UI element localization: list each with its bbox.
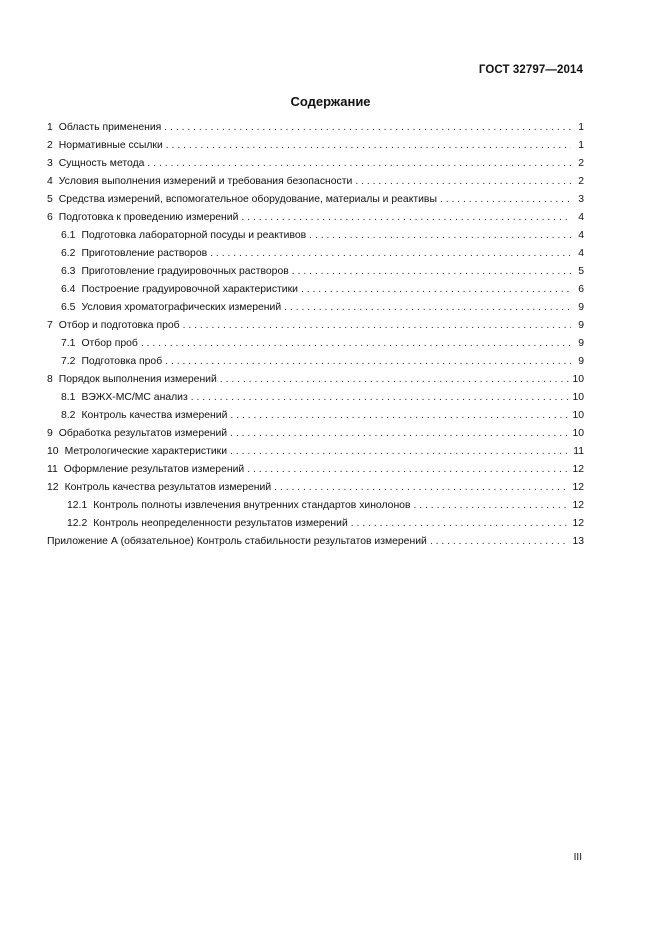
toc-entry-number: 10 xyxy=(47,446,59,457)
toc-entry-text: Контроль неопределенности результатов измерений xyxy=(93,518,348,529)
toc-entry-text: Порядок выполнения измерений xyxy=(58,374,217,385)
toc-entry-number: 9 xyxy=(47,428,53,439)
toc-leader-dots xyxy=(413,497,569,515)
toc-leader-dots xyxy=(284,299,571,317)
toc-entry-text: Контроль качества измерений xyxy=(81,410,228,421)
toc-entry-number: 6.2 xyxy=(61,248,76,259)
toc-entry-number: 8.1 xyxy=(61,392,76,403)
toc-leader-dots xyxy=(247,461,569,479)
toc-entry-page: 11 xyxy=(573,446,584,457)
toc-entry-page: 4 xyxy=(578,248,584,259)
toc-leader-dots xyxy=(351,515,570,533)
toc-entry-number: 12.2 xyxy=(67,518,88,529)
toc-entry-number: 6.5 xyxy=(61,302,76,313)
toc-entry-number: 8 xyxy=(47,374,53,385)
toc-entry-page: 1 xyxy=(578,122,584,133)
toc-entry-number: 5 xyxy=(47,194,53,205)
toc-entry-page: 6 xyxy=(578,284,584,295)
toc-entry[interactable] xyxy=(47,497,584,515)
toc-entry-text: Контроль полноты извлечения внутренних стандартов хинолонов xyxy=(93,500,411,511)
toc-entry-page: 12 xyxy=(572,518,584,529)
toc-entry-number: 4 xyxy=(47,176,53,187)
toc-entry[interactable] xyxy=(47,389,584,407)
toc-entry-page: 9 xyxy=(578,338,584,349)
toc-entry-page: 2 xyxy=(578,158,584,169)
toc-leader-dots xyxy=(166,137,571,155)
toc-entry[interactable] xyxy=(47,119,584,137)
toc-entry-page: 10 xyxy=(572,392,584,403)
toc-leader-dots xyxy=(210,245,571,263)
toc-entry-number: 12.1 xyxy=(67,500,88,511)
toc-entry-text: ВЭЖХ-МС/МС анализ xyxy=(81,392,188,403)
toc-entry-page: 4 xyxy=(578,230,584,241)
toc-entry[interactable] xyxy=(47,245,584,263)
document-code: ГОСТ 32797—2014 xyxy=(478,64,583,76)
toc-entry-text: Нормативные ссылки xyxy=(58,140,163,151)
toc-entry-text: Контроль качества результатов измерений xyxy=(64,482,272,493)
toc-entry[interactable] xyxy=(47,443,584,461)
toc-entry-text: Сущность метода xyxy=(58,158,145,169)
toc-entry-page: 10 xyxy=(572,428,584,439)
toc-leader-dots xyxy=(430,533,570,551)
toc-entry[interactable] xyxy=(47,155,584,173)
toc-entry-text: Отбор проб xyxy=(81,338,138,349)
toc-entry-text: Подготовка проб xyxy=(81,356,163,367)
toc-entry-number: 7.2 xyxy=(61,356,76,367)
toc-leader-dots xyxy=(230,443,570,461)
toc-entry-number: 2 xyxy=(47,140,53,151)
toc-leader-dots xyxy=(301,281,571,299)
toc-entry-page: 10 xyxy=(572,410,584,421)
toc-entry-page: 9 xyxy=(578,320,584,331)
toc-entry[interactable] xyxy=(47,137,584,155)
toc-entry[interactable] xyxy=(47,515,584,533)
toc-entry-page: 3 xyxy=(578,194,584,205)
toc-entry-page: 9 xyxy=(578,356,584,367)
toc-entry-number: 3 xyxy=(47,158,53,169)
toc-entry-page: 12 xyxy=(572,482,584,493)
toc-entry[interactable] xyxy=(47,191,584,209)
toc-leader-dots xyxy=(309,227,571,245)
toc-leader-dots xyxy=(440,191,571,209)
toc-entry-page: 1 xyxy=(578,140,584,151)
toc-entry[interactable] xyxy=(47,479,584,497)
toc-entry[interactable] xyxy=(47,173,584,191)
toc-leader-dots xyxy=(241,209,571,227)
toc-leader-dots xyxy=(355,173,571,191)
toc-leader-dots xyxy=(183,317,571,335)
toc-entry[interactable] xyxy=(47,371,584,389)
toc-leader-dots xyxy=(230,425,569,443)
toc-entry-page: 13 xyxy=(572,536,584,547)
toc-entry[interactable] xyxy=(47,317,584,335)
toc-entry[interactable] xyxy=(47,461,584,479)
toc-entry-appendix[interactable] xyxy=(47,533,584,551)
toc-entry[interactable] xyxy=(47,335,584,353)
toc-entry[interactable] xyxy=(47,281,584,299)
toc-entry-number: 7.1 xyxy=(61,338,76,349)
toc-entry[interactable] xyxy=(47,407,584,425)
toc-entry-text: Условия хроматографических измерений xyxy=(81,302,282,313)
toc-entry-page: 2 xyxy=(578,176,584,187)
toc-entry-text: Метрологические характеристики xyxy=(64,446,228,457)
toc-leader-dots xyxy=(220,371,570,389)
toc-entry[interactable] xyxy=(47,227,584,245)
toc-entry-number: 6.3 xyxy=(61,266,76,277)
toc-leader-dots xyxy=(230,407,569,425)
toc-entry[interactable] xyxy=(47,209,584,227)
table-of-contents xyxy=(47,119,584,551)
toc-entry-page: 12 xyxy=(572,500,584,511)
toc-entry-text: Построение градуировочной характеристики xyxy=(81,284,298,295)
toc-leader-dots xyxy=(164,119,571,137)
toc-entry-number: 11 xyxy=(47,464,58,475)
toc-entry-text: Средства измерений, вспомогательное оборудование, материалы и реактивы xyxy=(58,194,437,205)
toc-entry-number: 6 xyxy=(47,212,53,223)
toc-entry-text: Обработка результатов измерений xyxy=(58,428,228,439)
page-number: III xyxy=(573,852,582,863)
toc-entry[interactable] xyxy=(47,299,584,317)
toc-leader-dots xyxy=(292,263,571,281)
toc-entry-number: 12 xyxy=(47,482,59,493)
toc-leader-dots xyxy=(191,389,570,407)
toc-entry-number: 1 xyxy=(47,122,53,133)
toc-entry-page: 9 xyxy=(578,302,584,313)
toc-entry-text: Подготовка к проведению измерений xyxy=(58,212,239,223)
toc-leader-dots xyxy=(147,155,571,173)
toc-leader-dots xyxy=(165,353,571,371)
toc-entry-text: Отбор и подготовка проб xyxy=(58,320,180,331)
toc-entry-text: Приготовление растворов xyxy=(81,248,208,259)
toc-entry[interactable] xyxy=(47,425,584,443)
toc-entry-page: 10 xyxy=(572,374,584,385)
toc-entry-text: Приготовление градуировочных растворов xyxy=(81,266,289,277)
toc-entry-text: Условия выполнения измерений и требования безопасности xyxy=(58,176,353,187)
toc-leader-dots xyxy=(141,335,571,353)
toc-entry[interactable] xyxy=(47,263,584,281)
toc-entry-number: 8.2 xyxy=(61,410,76,421)
toc-entry-number: 6.4 xyxy=(61,284,76,295)
toc-entry-number: 7 xyxy=(47,320,53,331)
toc-entry-text: Оформление результатов измерений xyxy=(63,464,245,475)
toc-entry[interactable] xyxy=(47,353,584,371)
toc-entry-page: 5 xyxy=(578,266,584,277)
toc-entry-page: 12 xyxy=(572,464,584,475)
toc-entry-text: Область применения xyxy=(58,122,162,133)
toc-entry-number: 6.1 xyxy=(61,230,76,241)
toc-entry-text: Приложение А (обязательное) Контроль стабильности результатов измерений xyxy=(47,536,427,547)
toc-title: Содержание xyxy=(290,94,371,109)
toc-entry-page: 4 xyxy=(578,212,584,223)
toc-leader-dots xyxy=(274,479,569,497)
toc-entry-text: Подготовка лабораторной посуды и реактивов xyxy=(81,230,307,241)
